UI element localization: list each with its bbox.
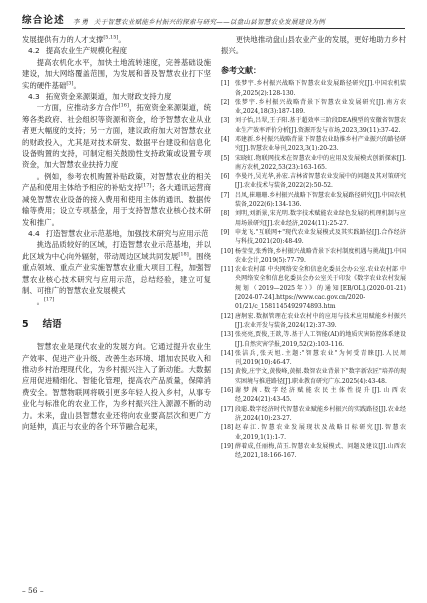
reference-item	[221, 312, 406, 331]
reference-number: [5]	[221, 154, 230, 162]
reference-text: 张梦宇.乡村振兴战略背景下智慧农业发展研究[J].南方农业,2024,18(3):187-189.	[235, 98, 406, 116]
citation-ref: [17]	[141, 182, 152, 189]
reference-number: [15]	[221, 368, 234, 376]
heading-text: 打造智慧农业示范基地，加强技术研究与应用示范	[45, 228, 209, 238]
citation-ref: [16]	[118, 102, 129, 109]
reference-item	[221, 265, 406, 311]
reference-number: [11]	[221, 266, 234, 274]
reference-number: [2]	[221, 98, 230, 106]
reference-text: 张洁兵,张天旭.主题:"智慧农业"为何受青睐[J].人民周刊,2019(10):46-47.	[235, 349, 406, 367]
body-paragraph	[22, 296, 211, 307]
subsection-heading	[22, 45, 211, 56]
paragraph-text: 。例如，参考农机购置补贴政策，对智慧农业的相关产品和使用主体给予相应的补贴支持	[22, 171, 211, 193]
reference-item	[221, 330, 406, 349]
reference-item	[221, 209, 406, 228]
paragraph-text: 挑选品质较好的区域，打造智慧农业示范基地，并以此区域为中心向外辐射，带动周边区域共同发展	[22, 240, 211, 261]
reference-text: 农业农村部 中央网络安全和信息化委员会办公室.农业农村部 中央网络安全和信息化委员会办公室关于印发《数字农业农村发展规划（2019—2025年）》的通知[EB/OL].(2020-01-21)[2024-07-24].https://www.cac.gov.cn/2020-01/21/c_1581145492974893.htm	[235, 266, 406, 311]
reference-number: [19]	[221, 442, 234, 450]
paragraph-text-tail: 。围绕重点领域、重点产业实施智慧农业重大项目工程，加强智慧农业核心技术研究与应用示范，总结经验，建立可复制、可推广的智慧农业发展模式	[22, 251, 211, 295]
reference-text: 杨莹莹,张秀锋,乡村振兴战略背景下农村制度机遇与挑战[J].中国农业会计,2019(5):77-79.	[235, 247, 406, 264]
heading-number: 5	[22, 318, 29, 330]
reference-text: 薛着成,任丽梅,苗玉.智慧农业发展模式、问题及建议[J].山西农经,2021,18:166-167.	[235, 442, 406, 460]
heading-number: 4.2	[28, 46, 40, 56]
paragraph-text-tail: 。	[73, 80, 81, 90]
reference-item	[221, 172, 406, 191]
body-paragraph	[22, 341, 211, 432]
reference-number: [4]	[221, 136, 230, 143]
reference-item	[221, 228, 406, 247]
reference-number: [10]	[221, 247, 234, 255]
reference-text: 段聪.数字经济时代智慧农业赋能乡村振兴的实践路径[J].农业经济,2024(10):23-27.	[235, 405, 406, 422]
body-paragraph	[22, 57, 211, 91]
reference-item	[221, 79, 406, 98]
reference-number: [17]	[221, 405, 234, 413]
reference-item	[221, 135, 406, 154]
section-label: 综合论述	[22, 15, 65, 26]
heading-text: 提高农业生产规模化程度	[45, 46, 128, 56]
paragraph-text: 发展提供有力的人才支撑	[22, 35, 104, 44]
reference-number: [12]	[221, 312, 234, 320]
reference-text: 唐舸宏.数据管理在农业农村中的应用与技术应用赋能乡村振兴[J].农业开发与装备,2024(12):37-39.	[235, 312, 406, 329]
citation-ref: [3]	[66, 80, 74, 87]
reference-number: [18]	[221, 424, 234, 432]
reference-text: 刘明,刘新景,宋光明.数字技术赋能农业绿色发展的机理机制与应用场景研究[J].农业经济,2024(11):25-27.	[235, 210, 406, 227]
reference-number: [9]	[221, 228, 230, 236]
reference-text: 刘子怡,吕翠,王子阳.基于超效率三阶段DEA模型的安徽省智慧农业生产效率评价分析[J].资源开发与市场,2023,39(11):37-42.	[235, 117, 406, 134]
reference-item	[221, 116, 406, 135]
citation-ref: [5,15]	[103, 34, 119, 41]
header-title: 关于智慧农业赋能乡村振兴的探索与研究——以盘山县智慧农业发展建设为例	[93, 18, 326, 26]
subsection-heading	[22, 91, 211, 102]
reference-item	[221, 154, 406, 173]
paragraph-text-tail: 。	[118, 35, 126, 44]
paragraph-text: 。	[36, 297, 44, 307]
body-paragraph	[22, 34, 211, 45]
body-paragraph	[22, 239, 211, 296]
reference-text: 邓建新.乡村振兴战略背景下智慧农业助推乡村产业振兴的路径研究[J].智慧农业导刊,2023,3(1):20-23.	[235, 136, 406, 153]
header-rule	[22, 28, 405, 29]
header-author: 李 勇	[72, 18, 88, 26]
reference-text: 黄俊,庄宇文,黄俊峰,黄振.数智农业背景下"数字新农匠"培养的现实困境与推进路径[J].职业教育研究广东.2025(4):43-48.	[235, 368, 406, 385]
page-number: – 56 –	[22, 586, 44, 595]
reference-item	[221, 247, 406, 266]
reference-item	[221, 405, 406, 424]
reference-item	[221, 98, 406, 117]
reference-number: [1]	[221, 80, 230, 88]
paragraph-text-tail: ；各大通讯运营商减免智慧农业设备的接入费用和使用主体的通讯、数据传输等费用；设立专项基金，用于支持智慧农业核心技术研发和推广。	[22, 183, 211, 227]
reference-number: [14]	[221, 349, 234, 357]
reference-text: 张亮亮,贾俊,王歆,等.基于人工智能(AI)的地质灾害防控体系建设[J].自然灾害学报,2019,52(2):103-116.	[235, 331, 406, 348]
reference-number: [16]	[221, 387, 234, 395]
reference-number: [3]	[221, 117, 230, 125]
paragraph-text: 一方面，应推动多方合作	[36, 103, 119, 113]
paragraph-text-tail: ，拓宽资金来源渠道，统筹各类政府、社会组织等资源和资金，给予智慧农业从业者更大幅度的支持；另一方面，建议政府加大对智慧农业的财政投入，尤其是对技术研发、数据平台建设和信息化设备购置的支持，可制定相关鼓励性支持政策或设置专项资金，加大智慧农业扶持力度	[22, 103, 211, 170]
reference-text: 张梦宇.乡村振兴战略下智慧农业发展路径研究[J].中国农机装备,2025(2):128-130.	[235, 80, 406, 97]
reference-text: 谢梦茜.数字经济赋能农民主体性提升[J].山西农经,2024(21):43-45.	[235, 387, 406, 404]
reference-number: [6]	[221, 173, 230, 181]
reference-item	[221, 349, 406, 368]
reference-item	[221, 191, 406, 210]
paragraph-text: 提高农机化水平，加快土地流转速度，完善基础设施建设，加大网络覆盖范围，为发展和普及智慧农业打下坚实的硬件基础	[22, 57, 211, 90]
reference-text: 李曼丹,吴光华,孙宏.吉林省智慧农业发展中的问题及其对策研究[J].农业技术与装备,2022(2):50-52.	[235, 173, 406, 190]
right-column	[221, 34, 406, 460]
paragraph-text: 智慧农业是现代农业的发展方向。它通过提升农业生产效率、促进产业升级、改善生态环境、增加农民收入和推动乡村治理现代化，为乡村振兴注入了新动能。大数据应用促进精细化、智能化管理，提高农产品质量，保障消费安全。智慧物联网将吸引更多年轻人投入乡村，从事专业化与标准化的农业工作，为乡村振兴注入源源不断的动力。未来，盘山县智慧农业还将向农业要高层次和更广方向延伸，真正与农业的各个环节融合起来，	[22, 342, 211, 431]
body-paragraph	[22, 102, 211, 170]
reference-item	[221, 367, 406, 386]
reference-item	[221, 423, 406, 442]
reference-text: 吕凤,崔珊珊.乡村振兴战略下智慧农业发展路径研究[J].中国农机装备,2022(6):134-136.	[235, 191, 406, 209]
reference-text: 申龙飞."互联网+"现代农业发展模式及其实践路径[J].合作经济与科技,2021(20):48-49.	[235, 228, 406, 246]
reference-list	[221, 79, 406, 460]
reference-number: [13]	[221, 331, 234, 339]
heading-text: 拓宽资金来源渠道，加大财政支持力度	[45, 92, 172, 102]
citation-ref: [17]	[44, 296, 55, 303]
heading-number: 4.4	[28, 228, 40, 238]
reference-text: 赵春江.智慧农业发展现状及战略目标研究[J].智慧农业,2019,1(1):1-7.	[235, 424, 406, 441]
citation-ref: [18]	[178, 251, 189, 258]
closing-paragraph: 更快地推动盘山县农业产业的发展，更好地助力乡村振兴。	[221, 35, 406, 56]
reference-item	[221, 442, 406, 461]
body-paragraph	[22, 171, 211, 228]
left-column	[22, 34, 211, 432]
reference-number: [7]	[221, 191, 230, 199]
section-heading	[22, 319, 211, 330]
reference-text: 宋晓虹.物联网技术在智慧农业中的应用及发展模式创新探索[J].南方农机,2022,53(23):163-165.	[235, 154, 406, 171]
heading-text: 结语	[42, 318, 62, 330]
reference-number: [8]	[221, 210, 230, 218]
running-header	[22, 12, 405, 26]
reference-item	[221, 386, 406, 405]
heading-number: 4.3	[28, 92, 40, 102]
references-heading: 参考文献：	[221, 65, 261, 75]
subsection-heading	[22, 228, 211, 239]
